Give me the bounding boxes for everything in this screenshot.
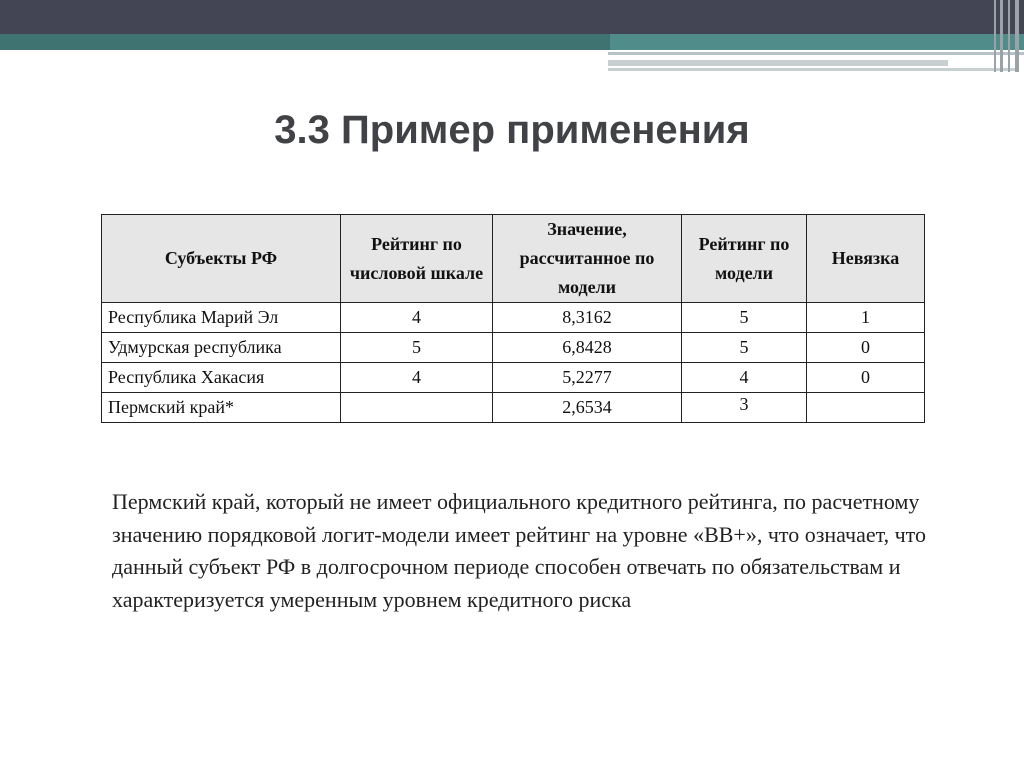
header-rating-scale: Рейтинг по числовой шкале xyxy=(341,215,493,303)
cell-model-rating: 3 xyxy=(682,393,807,423)
table-row xyxy=(102,303,925,333)
cell-model-value: 2,6534 xyxy=(493,393,682,423)
cell-rating-scale: 4 xyxy=(341,303,493,333)
cell-rating-scale xyxy=(341,393,493,423)
decor-line xyxy=(608,68,1018,71)
header-model-rating: Рейтинг по модели xyxy=(682,215,807,303)
top-decor-bar xyxy=(0,0,1024,34)
table-row xyxy=(102,363,925,393)
header-subjects: Субъекты РФ xyxy=(102,215,341,303)
cell-rating-scale: 4 xyxy=(341,363,493,393)
cell-subject: Удмурская республика xyxy=(102,333,341,363)
cell-model-rating: 5 xyxy=(682,333,807,363)
cell-subject: Пермский край* xyxy=(102,393,341,423)
decor-vertical-bar xyxy=(1015,0,1019,72)
decor-line xyxy=(608,60,948,66)
table-row xyxy=(102,393,925,423)
cell-residual: 0 xyxy=(807,333,925,363)
cell-residual: 1 xyxy=(807,303,925,333)
cell-residual: 0 xyxy=(807,363,925,393)
cell-residual xyxy=(807,393,925,423)
decor-vertical-bar xyxy=(1000,0,1003,72)
cell-rating-scale: 5 xyxy=(341,333,493,363)
slide-title: 3.3 Пример применения xyxy=(274,108,750,152)
teal-accent-band-dark xyxy=(0,34,610,50)
cell-subject: Республика Марий Эл xyxy=(102,303,341,333)
cell-model-value: 5,2277 xyxy=(493,363,682,393)
decor-vertical-bar xyxy=(1008,0,1010,72)
conclusion-paragraph: Пермский край, который не имеет официального кредитного рейтинга, по расчетному значению порядковой логит-модели имеет рейтинг на уровне «ВВ+», что означает, что данный субъект РФ в долгосрочном периоде способен отвечать по обязательствам и характеризуется умеренным уровнем кредитного риска xyxy=(112,489,926,612)
cell-model-rating: 4 xyxy=(682,363,807,393)
ratings-table xyxy=(101,214,925,423)
header-model-value: Значение, рассчитанное по модели xyxy=(493,215,682,303)
decor-line xyxy=(608,52,1024,55)
cell-model-value: 8,3162 xyxy=(493,303,682,333)
cell-subject: Республика Хакасия xyxy=(102,363,341,393)
cell-model-value: 6,8428 xyxy=(493,333,682,363)
decor-vertical-bar xyxy=(994,0,996,72)
table-row xyxy=(102,333,925,363)
cell-model-rating: 5 xyxy=(682,303,807,333)
header-residual: Невязка xyxy=(807,215,925,303)
table-header-row xyxy=(102,215,925,303)
